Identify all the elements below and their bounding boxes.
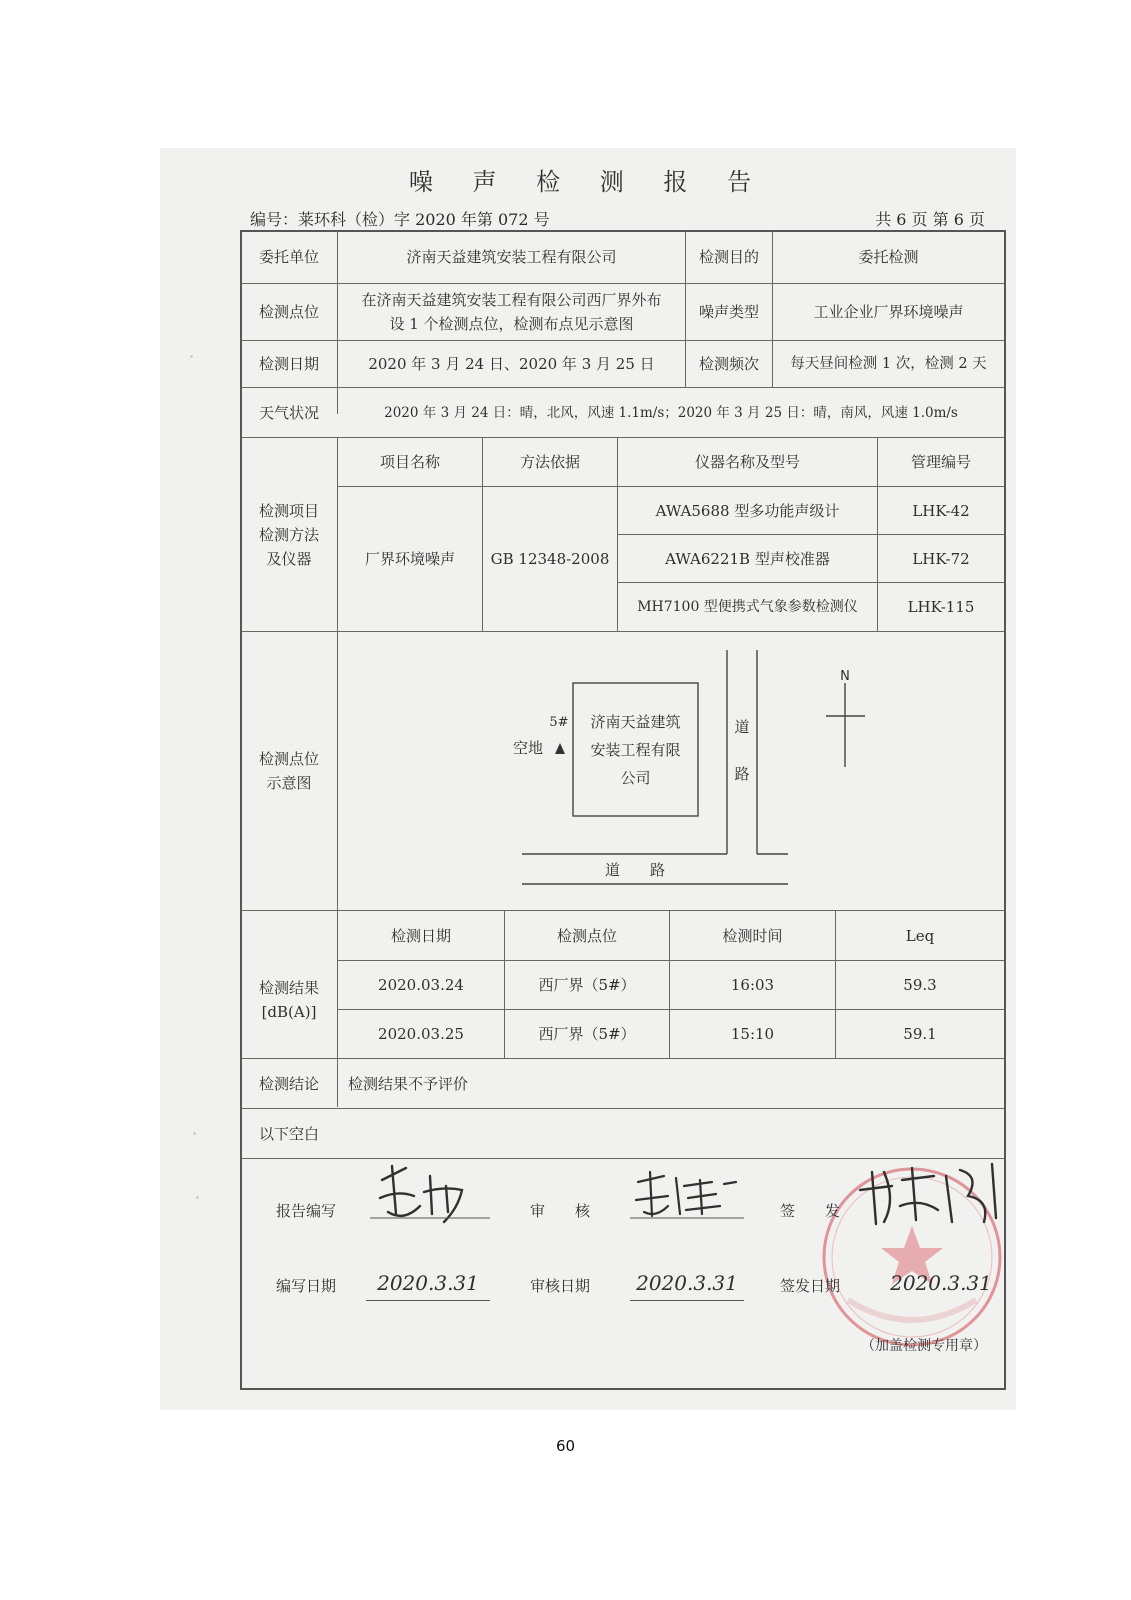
result-time: 15:10 xyxy=(730,1025,775,1043)
header-management-code: 管理编号 xyxy=(910,453,971,471)
building-label-line: 公司 xyxy=(620,769,651,787)
report-title: 噪 声 检 测 报 告 xyxy=(408,168,768,196)
result-leq: 59.3 xyxy=(903,976,937,994)
issue-date: 2020.3.31 xyxy=(890,1271,992,1295)
result-time: 16:03 xyxy=(730,976,775,994)
weather-value: 2020 年 3 月 24 日：晴，北风，风速 1.1m/s；2020 年 3 月 25 日：晴，南风，风速 1.0m/s xyxy=(384,404,958,421)
conclusion-label: 检测结论 xyxy=(258,1074,319,1093)
result-header-point: 检测点位 xyxy=(556,926,617,945)
diagram-label-line: 示意图 xyxy=(266,774,312,792)
weather-label: 天气状况 xyxy=(258,403,319,422)
issue-date-label: 签发日期 xyxy=(780,1277,841,1295)
header-method: 方法依据 xyxy=(519,453,580,471)
conclusion-value: 检测结果不予评价 xyxy=(348,1074,469,1093)
page-info: 共 6 页 第 6 页 xyxy=(875,210,985,229)
method-label-line: 及仪器 xyxy=(266,549,312,568)
client-value: 济南天益建筑安装工程有限公司 xyxy=(406,248,617,266)
test-method: GB 12348-2008 xyxy=(490,550,610,568)
result-point: 西厂界（5#） xyxy=(538,976,636,994)
result-header-leq: Leq xyxy=(905,926,935,945)
method-label-line: 检测方法 xyxy=(258,525,319,544)
road-horizontal-label: 道 路 xyxy=(604,861,665,879)
writer-label: 报告编写 xyxy=(276,1202,337,1220)
header-item-name: 项目名称 xyxy=(379,453,440,471)
monitoring-point-label: 5# xyxy=(549,715,569,730)
road-vertical-label: 路 xyxy=(734,765,750,783)
write-date-label: 编写日期 xyxy=(276,1277,337,1295)
purpose-value: 委托检测 xyxy=(858,248,919,266)
blank-below-note: 以下空白 xyxy=(259,1124,320,1143)
test-item: 厂界环境噪声 xyxy=(364,550,455,568)
location-label: 检测点位 xyxy=(258,303,319,321)
review-date: 2020.3.31 xyxy=(630,1266,744,1301)
page-number: 60 xyxy=(555,1437,576,1455)
location-value-line: 设 1 个检测点位，检测布点见示意图 xyxy=(389,315,634,333)
result-header-date: 检测日期 xyxy=(390,926,451,945)
client-label: 委托单位 xyxy=(258,248,319,266)
frequency-label: 检测频次 xyxy=(698,355,759,373)
instrument-code: LHK-115 xyxy=(907,598,975,616)
results-label-line: [dB(A)] xyxy=(261,1002,317,1021)
results-label-line: 检测结果 xyxy=(258,978,319,997)
empty-land-label: 空地 xyxy=(512,739,543,757)
result-header-time: 检测时间 xyxy=(722,926,783,945)
review-date-label: 审核日期 xyxy=(530,1277,591,1295)
purpose-label: 检测目的 xyxy=(698,248,759,266)
building-label-line: 安装工程有限 xyxy=(590,741,681,759)
result-leq: 59.1 xyxy=(903,1025,937,1043)
frequency-value: 每天昼间检测 1 次，检测 2 天 xyxy=(790,356,987,372)
write-date: 2020.3.31 xyxy=(366,1266,490,1301)
diagram-label-line: 检测点位 xyxy=(258,750,319,768)
road-vertical-label: 道 xyxy=(734,718,750,736)
noise-type-label: 噪声类型 xyxy=(698,303,759,321)
north-label: N xyxy=(840,669,850,684)
date-label: 检测日期 xyxy=(258,355,319,373)
instrument-code: LHK-42 xyxy=(912,501,970,520)
method-label-line: 检测项目 xyxy=(258,501,319,520)
result-date: 2020.03.25 xyxy=(378,1025,464,1043)
instrument-name: AWA5688 型多功能声级计 xyxy=(655,501,840,520)
building-label-line: 济南天益建筑 xyxy=(590,713,681,731)
result-date: 2020.03.24 xyxy=(378,976,464,994)
stamp-note: （加盖检测专用章） xyxy=(861,1338,987,1354)
location-value-line: 在济南天益建筑安装工程有限公司西厂界外布 xyxy=(361,291,662,309)
instrument-name: MH7100 型便携式气象参数检测仪 xyxy=(637,599,858,615)
result-point: 西厂界（5#） xyxy=(538,1025,636,1043)
reviewer-label: 审 核 xyxy=(530,1202,591,1220)
noise-type-value: 工业企业厂界环境噪声 xyxy=(813,303,964,321)
date-value: 2020 年 3 月 24 日、2020 年 3 月 25 日 xyxy=(368,355,655,373)
issuer-label: 签 发 xyxy=(780,1202,841,1220)
document-number: 编号：莱环科（检）字 2020 年第 072 号 xyxy=(250,210,550,229)
instrument-code: LHK-72 xyxy=(912,549,970,568)
header-instrument: 仪器名称及型号 xyxy=(694,453,800,471)
instrument-name: AWA6221B 型声校准器 xyxy=(665,549,830,568)
